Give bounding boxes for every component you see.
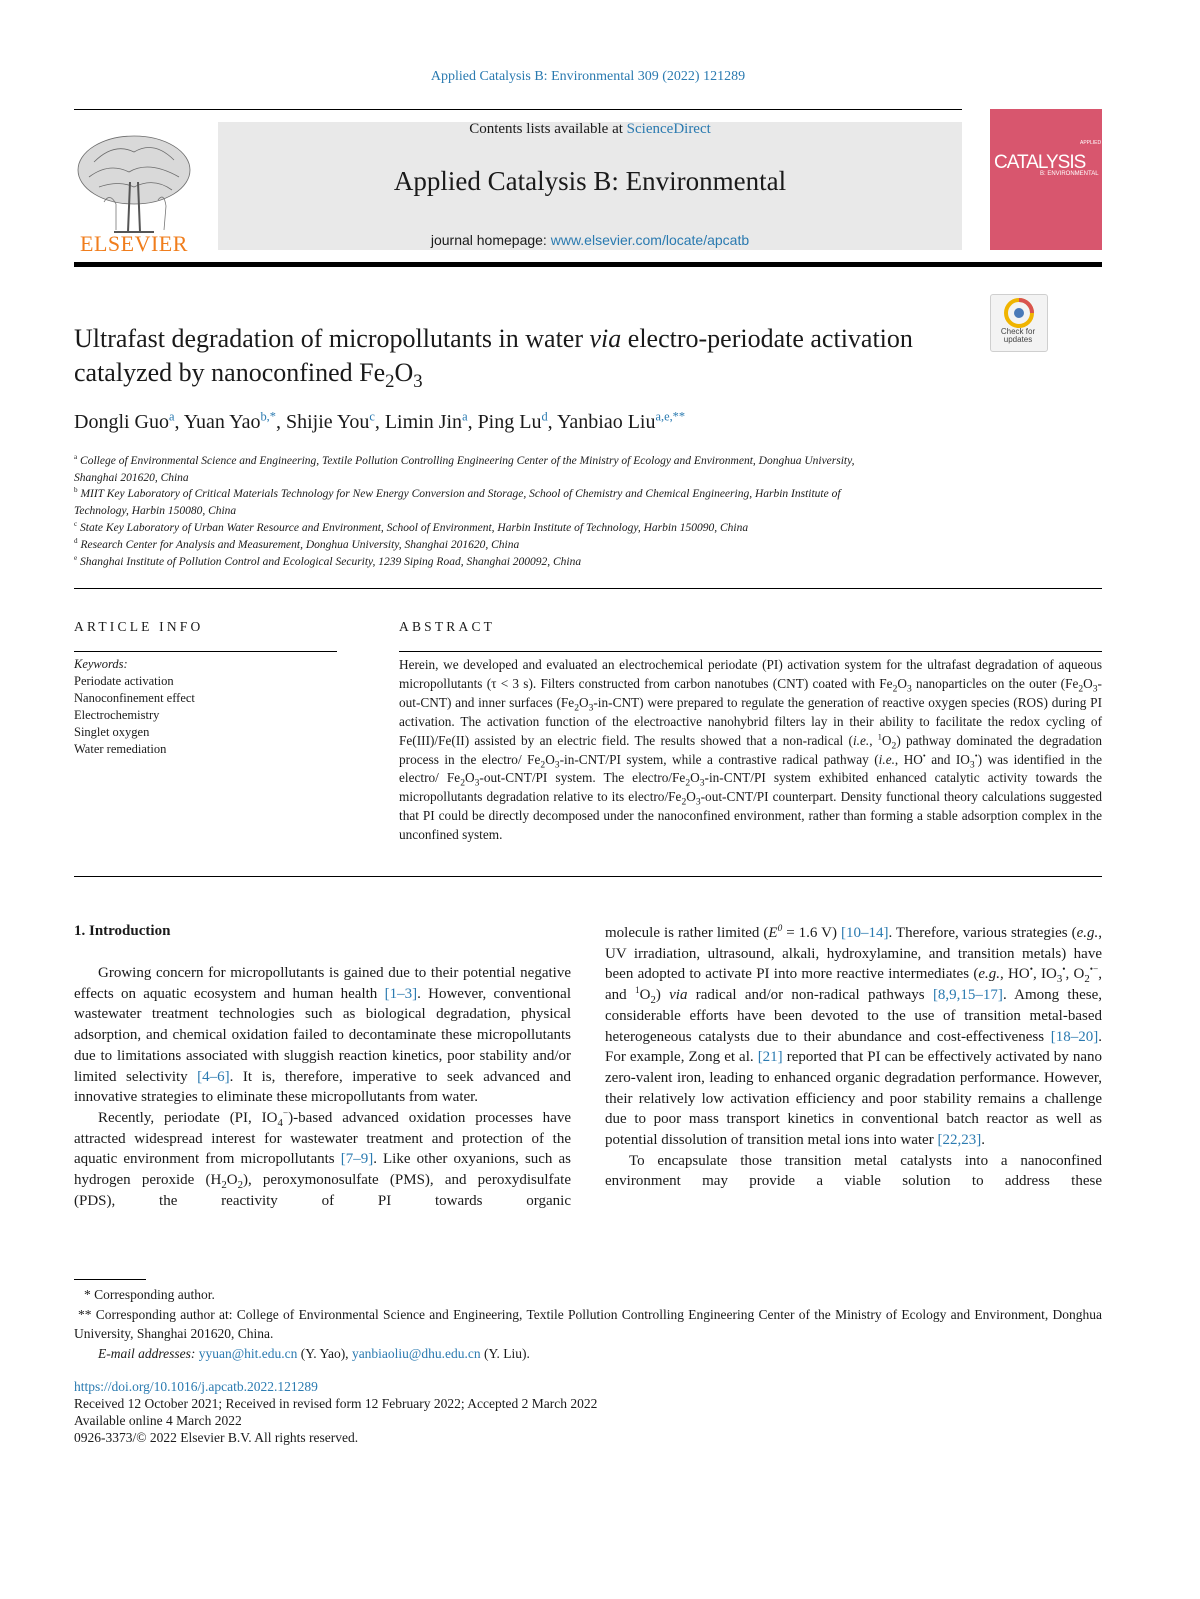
reference-link[interactable]: [18–20] — [1050, 1028, 1099, 1045]
affiliation-b — [74, 486, 974, 520]
author-name[interactable]: Dongli Guo — [74, 411, 169, 433]
author-name[interactable]: Yuan Yao — [183, 411, 261, 433]
journal-name: Applied Catalysis B: Environmental — [393, 166, 787, 196]
affiliation-a — [74, 453, 974, 487]
sciencedirect-link[interactable]: ScienceDirect — [626, 121, 711, 137]
doi-link[interactable]: https://doi.org/10.1016/j.apcatb.2022.121289 — [74, 1379, 318, 1394]
affiliation-rule — [74, 588, 1102, 589]
cover-title: CATALYSIS — [994, 152, 1086, 173]
abstract-bottom-rule — [74, 876, 1102, 877]
keyword-item: Periodate activation — [74, 674, 174, 688]
reference-link[interactable]: [4–6] — [197, 1068, 230, 1085]
affiliation-text: Research Center for Analysis and Measurement, Donghua University, Shanghai 201620, China — [80, 539, 520, 551]
author-name[interactable]: Limin Jin — [384, 411, 463, 433]
introduction-heading: 1. Introduction — [74, 923, 171, 939]
reference-link[interactable]: [21] — [757, 1049, 783, 1066]
journal-citation-link[interactable]: Applied Catalysis B: Environmental 309 (2022) 121289 — [430, 69, 746, 84]
keyword-item: Nanoconfinement effect — [74, 691, 195, 705]
footnotes — [74, 1285, 1102, 1363]
article-title — [74, 322, 954, 393]
body-column-left — [74, 963, 571, 1211]
affiliation-d — [74, 537, 974, 554]
publication-info — [74, 1378, 597, 1446]
keywords-block — [74, 656, 195, 758]
affiliation-e — [74, 554, 974, 571]
received-dates: Received 12 October 2021; Received in revised form 12 February 2022; Accepted 2 March 2022 — [74, 1396, 598, 1411]
homepage-prefix: journal homepage: — [430, 232, 551, 248]
affiliation-key: c — [74, 520, 78, 529]
abstract-body: Herein, we developed and evaluated an electrochemical periodate (PI) activation system for the ultrafast degradation of aqueous micropollutants (τ < 3 s). Filters constructed from carbon nanotubes (CNT) coated with $Fe_2O_3$ nanoparticles on the outer $(Fe_2O_3-out-CNT)$ and inner surfaces $(Fe_2O_3-in-CNT)$ were prepared to regulate the generation of reactive oxygen species (ROS) during PI activation. The activation function of the electroactive nanohybrid filters lay in their ability to facilitate the redox cycling of Fe(III)/Fe(II) assisted by an electric field. The results showed that a non-radical (i.e., $^1O_2$) pathway dominated the degradation process in the electro/ $Fe_2O_3-in-CNT/PI$ system, while a contrastive radical pathway (i.e., HO• and $IO_3^•$) was identified in the electro/ $Fe_2O_3-out-CNT/PI$ system. The electro/$Fe_2O_3-in-CNT/PI$ system exhibited enhanced catalytic activity towards the micropollutants degradation relative to its electro/$Fe_2O_3-out-CNT/PI$ counterpart. Density functional theory calculations suggested that PI could be directly decomposed under the nanoconfined environment, rather than forming a stable adsorption complex in the unconfined system. — [399, 657, 1103, 843]
intro-paragraph-2: Recently, periodate (PI, $IO_4^-$)-based advanced oxidation processes have attracted widespread interest for wastewater treatment and protection of the aquatic environment from micropollutants [7–9]. Like other oxyanions, such as hydrogen peroxide $(H_2O_2)$, peroxymonosulfate (PMS), and peroxydisulfate (PDS), the reactivity of PI towards organic — [74, 1108, 572, 1209]
copyright: 0926-3373/© 2022 Elsevier B.V. All rights reserved. — [74, 1430, 359, 1445]
author-affiliation-link[interactable]: a — [462, 409, 468, 424]
author-affiliation-link[interactable]: c — [369, 409, 375, 424]
journal-homepage-link[interactable]: www.elsevier.com/locate/apcatb — [550, 232, 750, 248]
affiliation-text: State Key Laboratory of Urban Water Resource and Environment, School of Environment, Harbin Institute of Technology, Harbin 150090, China — [80, 522, 749, 534]
keyword-item: Electrochemistry — [74, 708, 160, 722]
header-thick-rule — [74, 262, 1102, 267]
intro-paragraph-3: To encapsulate those transition metal catalysts into a nanoconfined environment may provide a viable solution to address these — [605, 1152, 1102, 1190]
author-affiliation-link[interactable]: a,e,** — [655, 409, 686, 424]
affiliation-text: Technology, Harbin 150080, China — [74, 505, 237, 517]
affiliation-key: b — [74, 486, 78, 495]
author-affiliation-link[interactable]: d — [541, 409, 548, 424]
author-affiliation-link[interactable]: b,* — [260, 409, 276, 424]
reference-link[interactable]: [22,23] — [937, 1132, 982, 1149]
intro-paragraph-1: Growing concern for micropollutants is gained due to their potential negative effects on aquatic ecosystem and human health [1–3]. However, conventional wastewater treatment technologies such as biological degradation, physical adsorption, and chemical oxidation failed to decontaminate these micropollutants due to limitations associated with sluggish reaction kinetics, poor stability and/or limited selectivity [4–6]. It is, therefore, imperative to seek advanced and innovative strategies to eliminate these micropollutants from water. — [74, 965, 572, 1106]
cover-subtitle: B: ENVIRONMENTAL — [1040, 171, 1099, 177]
contents-line — [218, 121, 962, 138]
author-list: Dongli Guo$^a$, Yuan Yao$^{b,*}$, Shijie You$^c$, Limin Jin$^a$, Ping Lu$^d$, Yanbiao Liu$^{a,e,**}$ — [74, 409, 686, 433]
title-text-3: O — [394, 358, 414, 387]
title-sub: 2 — [385, 371, 395, 393]
author-name[interactable]: Ping Lu — [477, 411, 542, 433]
title-text-2: electro-periodate activation catalyzed by nanoconfined Fe — [74, 324, 913, 387]
email-link[interactable]: yyuan@hit.edu.cn — [198, 1345, 298, 1361]
abstract-rule — [399, 651, 1102, 652]
reference-link[interactable]: [8,9,15–17] — [932, 987, 1003, 1004]
author-name[interactable]: Shijie You — [285, 411, 370, 433]
keywords-label: Keywords: — [74, 657, 128, 671]
elsevier-wordmark: ELSEVIER — [80, 231, 188, 256]
affiliation-key: d — [74, 537, 78, 546]
affiliation-text: MIIT Key Laboratory of Critical Materials Technology for New Energy Conversion and Storage, School of Chemistry and Chemical Engineering, Harbin Institute of — [80, 488, 841, 500]
keyword-item: Water remediation — [74, 742, 167, 756]
cover-top-label: APPLIED — [1080, 140, 1102, 146]
footnote-rule — [74, 1279, 146, 1280]
abstract-heading: ABSTRACT — [399, 619, 496, 634]
author-name[interactable]: Yanbiao Liu — [556, 411, 656, 433]
check-updates-badge-icon — [991, 295, 1047, 329]
title-italic: via — [589, 324, 622, 353]
title-text-1: Ultrafast degradation of micropollutants in water — [74, 324, 590, 353]
intro-paragraph-2-cont: molecule is rather limited ($E^0 = 1.6$ V) [10–14]. Therefore, various strategies (e.g., UV irradiation, ultrasound, alkali, hydroxylamine, and transition metals) have been adopted to activate PI into more reactive intermediates (e.g., HO•, $IO_3^•$, $O_2^{•-}$, and $^1O_2$) via radical and/or non-radical pathways [8,9,15–17]. Among these, considerable efforts have been devoted to the use of transition metal-based heterogeneous catalysts due to their abundance and cost-effectiveness [18–20]. For example, Zong et al. [21] reported that PI can be effectively activated by nano zero-valent iron, leading to enhanced organic degradation performance. However, their relatively low activation efficiency and poor stability remains a challenge due to poor mass transport kinetics in conventional batch reactor as well as potential dissolution of transition metal ions into water [22,23]. — [605, 924, 1102, 1149]
affiliation-text: Shanghai 201620, China — [74, 472, 189, 484]
footnote-corresponding: * Corresponding author. — [84, 1287, 215, 1302]
reference-link[interactable]: [1–3] — [384, 985, 418, 1002]
homepage-line — [218, 232, 962, 248]
affiliation-text: College of Environmental Science and Engineering, Textile Pollution Controlling Engineering Center of the Ministry of Ecology and Environment, Donghua University, — [80, 455, 855, 467]
check-updates-label: Check for updates — [1000, 327, 1036, 344]
affiliation-text: Shanghai Institute of Pollution Control and Ecological Security, 1239 Siping Road, Shanghai 200092, China — [80, 556, 582, 568]
reference-link[interactable]: [10–14] — [840, 925, 889, 941]
available-online: Available online 4 March 2022 — [74, 1413, 242, 1428]
affiliation-key: a — [74, 453, 78, 462]
contents-prefix: Contents lists available at — [469, 121, 627, 137]
affiliation-c — [74, 520, 974, 537]
article-info-heading: ARTICLE INFO — [74, 619, 204, 634]
email-link[interactable]: yanbiaoliu@dhu.edu.cn — [351, 1345, 481, 1361]
journal-cover-image[interactable] — [990, 109, 1102, 250]
footnote-emails: E-mail addresses: yyuan@hit.edu.cn (Y. Yao), yanbiaoliu@dhu.edu.cn (Y. Liu). — [98, 1345, 530, 1361]
article-info-rule — [74, 651, 337, 652]
title-sub: 3 — [413, 371, 423, 393]
footnote-corresponding-address: ** Corresponding author at: College of Environmental Science and Engineering, Textile Pollution Controlling Engineering Center of the Ministry of Ecology and Environment, Donghua University, Shanghai 201620, China. — [74, 1306, 1102, 1342]
affiliation-key: e — [74, 554, 78, 563]
header-rule — [74, 109, 962, 110]
keyword-item: Singlet oxygen — [74, 725, 150, 739]
reference-link[interactable]: [7–9] — [340, 1151, 374, 1168]
body-column-right — [605, 923, 1102, 1192]
author-affiliation-link[interactable]: a — [169, 409, 175, 424]
